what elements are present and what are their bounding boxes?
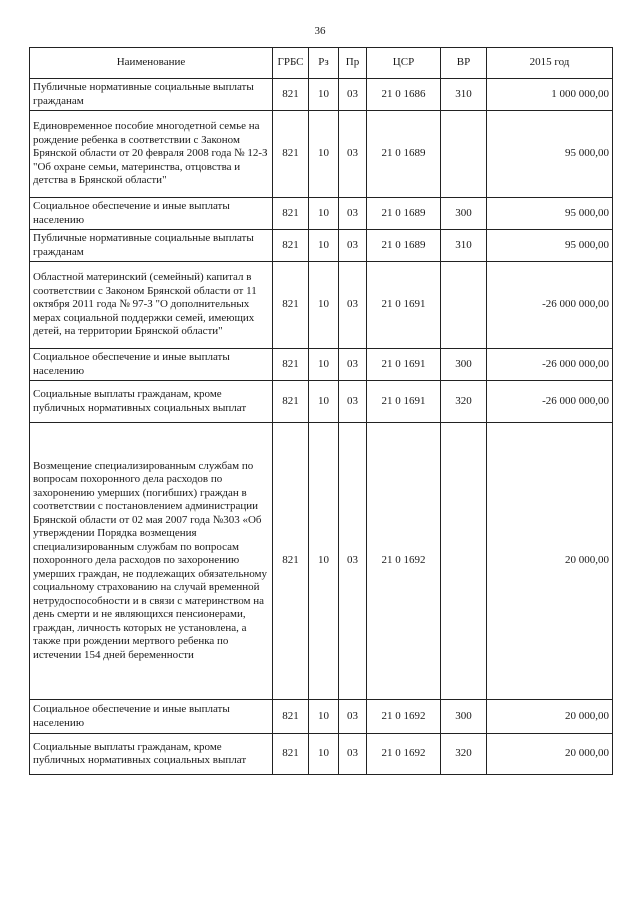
table-header-row [30,48,613,79]
cell-grbs: 821 [273,381,309,423]
cell-vr: 300 [441,349,487,381]
cell-amount: 20 000,00 [487,700,613,734]
cell-csr: 21 0 1686 [367,79,441,111]
cell-grbs: 821 [273,734,309,775]
cell-rz: 10 [309,700,339,734]
cell-name: Единовременное пособие многодетной семье на рождение ребенка в соответствии с Законом Брянской области от 20 февраля 2008 года № 12-З "Об охране семьи, материнства, отцовства и детства в Брянской области" [30,111,273,198]
cell-name: Социальное обеспечение и иные выплаты населению [30,198,273,230]
cell-name: Публичные нормативные социальные выплаты гражданам [30,230,273,262]
cell-csr: 21 0 1692 [367,423,441,700]
cell-name: Возмещение специализированным службам по вопросам похоронного дела расходов по захоронению умерших (погибших) граждан в соответствии с постановлением администрации Брянской области от 02 мая 2007 года №303 «Об утверждении Порядка возмещения специализированным службам по вопросам похоронного дела расходов по захоронению умерших граждан, не подлежащих обязательному социальному страхованию на случай временной нетрудоспособности и в связи с материнством на день смерти и не являющихся пенсионерами, граждан, личность которых не установлена, а также при рождении мертвого ребенка по истечении 154 дней беременности [30,423,273,700]
cell-grbs: 821 [273,262,309,349]
cell-grbs: 821 [273,700,309,734]
cell-rz: 10 [309,111,339,198]
cell-grbs: 821 [273,79,309,111]
header-csr: ЦСР [367,48,441,79]
cell-vr: 320 [441,734,487,775]
budget-table [29,47,613,775]
cell-grbs: 821 [273,198,309,230]
cell-csr: 21 0 1689 [367,198,441,230]
cell-csr: 21 0 1691 [367,381,441,423]
cell-rz: 10 [309,349,339,381]
cell-pr: 03 [339,111,367,198]
cell-grbs: 821 [273,111,309,198]
cell-rz: 10 [309,423,339,700]
cell-name: Социальные выплаты гражданам, кроме публичных нормативных социальных выплат [30,734,273,775]
cell-name: Социальные выплаты гражданам, кроме публичных нормативных социальных выплат [30,381,273,423]
header-rz: Рз [309,48,339,79]
cell-csr: 21 0 1692 [367,734,441,775]
table-row [30,423,613,700]
table-row [30,198,613,230]
cell-pr: 03 [339,262,367,349]
cell-csr: 21 0 1692 [367,700,441,734]
page-number: 36 [314,25,326,37]
cell-pr: 03 [339,734,367,775]
cell-grbs: 821 [273,230,309,262]
cell-rz: 10 [309,230,339,262]
cell-csr: 21 0 1691 [367,262,441,349]
cell-vr: 310 [441,230,487,262]
table-row [30,734,613,775]
header-name: Наименование [30,48,273,79]
table-row [30,262,613,349]
header-vr: ВР [441,48,487,79]
table-row [30,381,613,423]
cell-amount: 20 000,00 [487,734,613,775]
cell-name: Публичные нормативные социальные выплаты гражданам [30,79,273,111]
cell-rz: 10 [309,381,339,423]
cell-vr: 300 [441,700,487,734]
cell-amount: -26 000 000,00 [487,349,613,381]
cell-csr: 21 0 1689 [367,230,441,262]
cell-vr: 300 [441,198,487,230]
table-row [30,79,613,111]
cell-csr: 21 0 1691 [367,349,441,381]
table-row [30,349,613,381]
header-pr: Пр [339,48,367,79]
cell-rz: 10 [309,79,339,111]
cell-vr [441,111,487,198]
cell-rz: 10 [309,262,339,349]
cell-csr: 21 0 1689 [367,111,441,198]
cell-pr: 03 [339,381,367,423]
header-amount: 2015 год [487,48,613,79]
cell-pr: 03 [339,700,367,734]
table-row [30,111,613,198]
cell-amount: -26 000 000,00 [487,262,613,349]
cell-pr: 03 [339,423,367,700]
table-row [30,230,613,262]
cell-pr: 03 [339,198,367,230]
cell-vr: 320 [441,381,487,423]
cell-grbs: 821 [273,423,309,700]
cell-rz: 10 [309,734,339,775]
cell-amount: 20 000,00 [487,423,613,700]
cell-amount: -26 000 000,00 [487,381,613,423]
cell-pr: 03 [339,230,367,262]
cell-name: Социальное обеспечение и иные выплаты населению [30,700,273,734]
cell-pr: 03 [339,79,367,111]
cell-amount: 95 000,00 [487,111,613,198]
cell-amount: 1 000 000,00 [487,79,613,111]
cell-rz: 10 [309,198,339,230]
cell-vr [441,423,487,700]
cell-vr [441,262,487,349]
cell-amount: 95 000,00 [487,198,613,230]
cell-grbs: 821 [273,349,309,381]
cell-name: Областной материнский (семейный) капитал в соответствии с Законом Брянской области от 11 октября 2011 года № 97-З "О дополнительных мерах социальной поддержки семей, имеющих детей, на территории Брянской области" [30,262,273,349]
cell-pr: 03 [339,349,367,381]
header-grbs: ГРБС [273,48,309,79]
cell-amount: 95 000,00 [487,230,613,262]
cell-name: Социальное обеспечение и иные выплаты населению [30,349,273,381]
cell-vr: 310 [441,79,487,111]
table-row [30,700,613,734]
